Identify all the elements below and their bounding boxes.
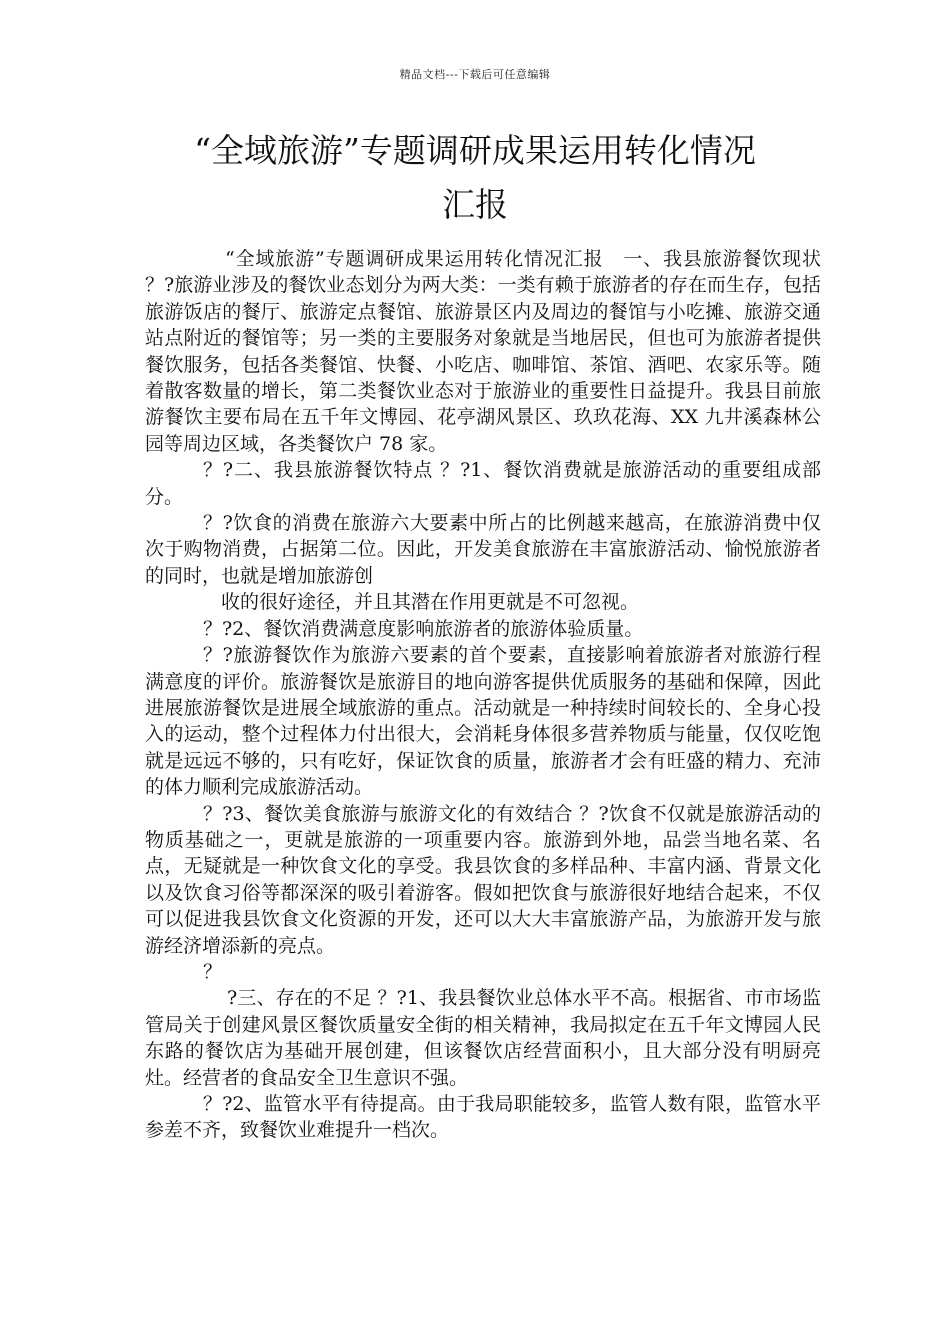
paragraph: “全域旅游”专题调研成果运用转化情况汇报 一、我县旅游餐饮现状 ？?旅游业涉及的餐饮业态划分为两大类：一类有赖于旅游者的存在而生存，包括旅游饭店的餐厅、旅游定点餐馆、旅游景区内及周边的餐馆与小吃摊、旅游交通站点附近的餐馆等；另一类的主要服务对象就是当地居民，但也可为旅游者提供餐饮服务，包括各类餐馆、快餐、小吃店、咖啡馆、茶馆、酒吧、农家乐等。随着散客数量的增长，第二类餐饮业态对于旅游业的重要性日益提升。我县目前旅游餐饮主要布局在五千年文博园、花亭湖风景区、玖玖花海、XX 九井溪森林公园等周边区域，各类餐饮户 78 家。 xyxy=(145,248,821,455)
paragraph: ？?2、监管水平有待提高。由于我局职能较多，监管人数有限，监管水平参差不齐，致餐饮业难提升一档次。 xyxy=(145,1093,821,1142)
header-note: 精品文档---下载后可任意编辑 xyxy=(399,68,551,81)
document-body xyxy=(145,246,821,1144)
paragraph: ？?3、餐饮美食旅游与旅游文化的有效结合 ？?饮食不仅就是旅游活动的物质基础之一，更就是旅游的一项重要内容。旅游到外地，品尝当地名菜、名点，无疑就是一种饮食文化的享受。我县饮食的多样品种、丰富内涵、背景文化以及饮食习俗等都深深的吸引着游客。假如把饮食与旅游很好地结合起来，不仅可以促进我县饮食文化资源的开发，还可以大大丰富旅游产品，为旅游开发与旅游经济增添新的亮点。 xyxy=(145,802,821,957)
paragraph: ？ xyxy=(203,960,223,983)
paragraph: ？?二、我县旅游餐饮特点 ？?1、餐饮消费就是旅游活动的重要组成部分。 xyxy=(145,459,821,508)
title-line-2: 汇报 xyxy=(442,185,508,224)
title-line-1: “全域旅游”专题调研成果运用转化情况 xyxy=(194,131,756,170)
document-title xyxy=(120,124,830,232)
paragraph: ？?2、餐饮消费满意度影响旅游者的旅游体验质量。 xyxy=(203,617,644,640)
paragraph: ？?旅游餐饮作为旅游六要素的首个要素，直接影响着旅游者对旅游行程满意度的评价。旅游餐饮是旅游目的地向游客提供优质服务的基础和保障，因此进展旅游餐饮是进展全域旅游的重点。活动就是一种持续时间较长的、全身心投入的运动，整个过程体力付出很大，会消耗身体很多营养物质与能量，仅仅吃饱就是远远不够的，只有吃好，保证饮食的质量，旅游者才会有旺盛的精力、充沛的体力顺利完成旅游活动。 xyxy=(145,644,821,799)
paragraph: ?三、存在的不足 ？?1、我县餐饮业总体水平不高。根据省、市市场监管局关于创建风景区餐饮质量安全街的相关精神，我局拟定在五千年文博园人民东路的餐饮店为基础开展创建，但该餐饮店经营面积小，且大部分没有明厨亮灶。经营者的食品安全卫生意识不强。 xyxy=(145,987,821,1089)
paragraph: 收的很好途径，并且其潜在作用更就是不可忽视。 xyxy=(221,591,640,614)
paragraph: ？?饮食的消费在旅游六大要素中所占的比例越来越高，在旅游消费中仅次于购物消费，占据第二位。因此，开发美食旅游在丰富旅游活动、愉悦旅游者的同时，也就是增加旅游创 xyxy=(145,512,821,587)
